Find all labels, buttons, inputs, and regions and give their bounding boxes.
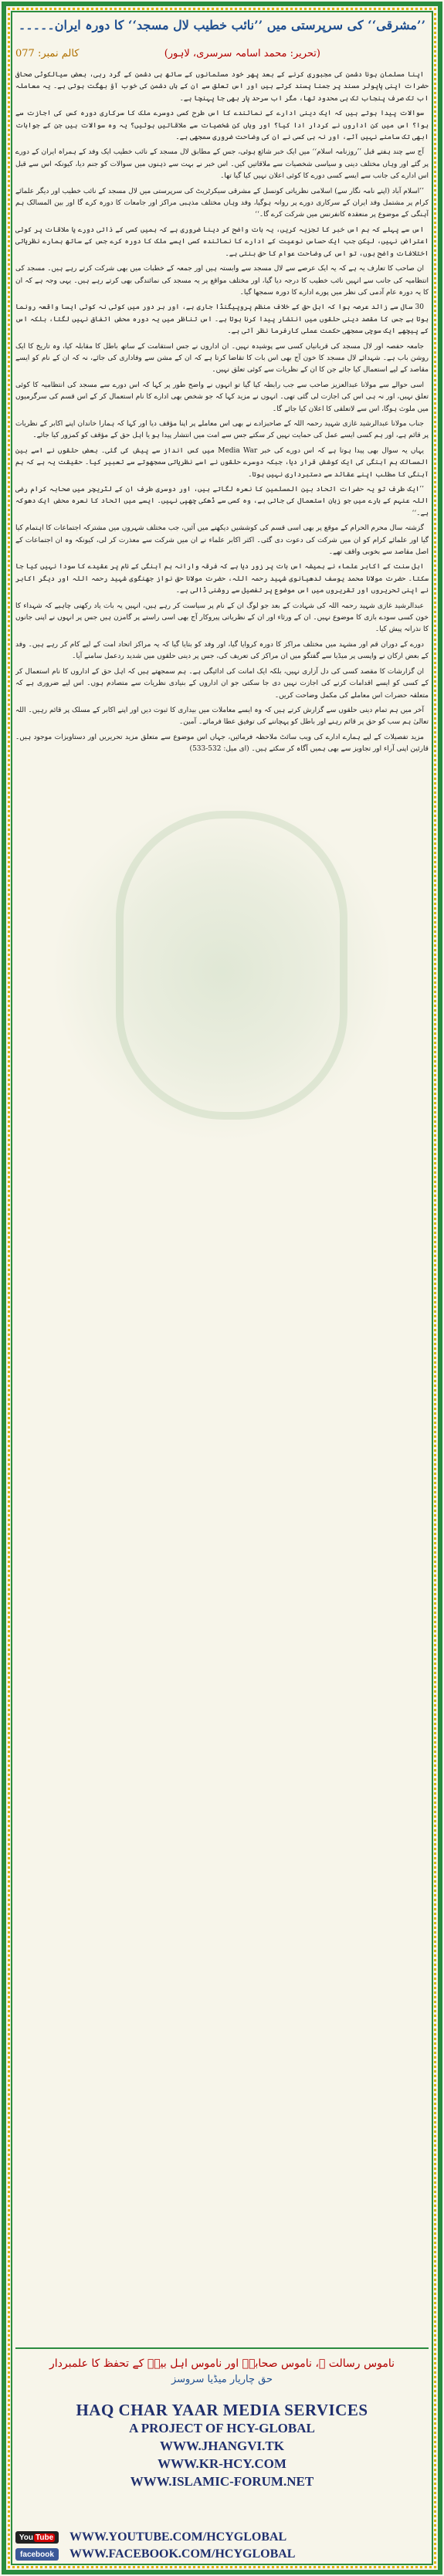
paragraph-quote: ’’ایک طرف تو یہ حضرات اتحاد بین المسلمین کا نعرہ لگاتے ہیں، اور دوسری طرف ان کے لٹریچر میں صحابہ کرام رضی اللہ عنہم کے بارے میں جو زبان استعمال کی جاتی ہے، وہ کسی سے ڈھکی چھپی نہیں۔ ایسے میں اتحاد کا نعرہ محض ایک دھوکہ ہے۔‘‘ [15, 486, 429, 517]
article-title: ’’مشرقی‘‘ کی سرپرستی میں ’’نائب خطیب لال مسجد‘‘ کا دورہ ایران۔۔۔۔۔ [18, 18, 426, 32]
footer-branding [15, 2400, 429, 2490]
paragraph: اس سے پہلے کہ ہم اس خبر کا تجزیہ کریں، یہ بات واضح کر دینا ضروری ہے کہ ہمیں کسی کے ذاتی دورے یا ملاقات پر کوئی اعتراض نہیں، لیکن جب ایک حساس نوعیت کے ادارے کا نمائندہ کسی ایسے ملک کا دورہ کرے جس کے ساتھ ہمارے نظریاتی اختلافات واضح ہوں، تو اس کی وضاحت عوام کا حق بنتی ہے۔ [15, 225, 429, 258]
article-byline [15, 48, 429, 65]
footer-tagline [15, 2355, 429, 2394]
paragraph: مزید تفصیلات کے لیے ہمارے ادارے کی ویب سائٹ ملاحظہ فرمائیں، جہاں اس موضوع سے متعلق مزید تحریریں اور دستاویزات موجود ہیں۔ قارئین اپنی آراء اور تجاویز سے بھی ہمیں آگاہ کر سکتے ہیں۔ (ای میل: 532-533) [15, 733, 429, 754]
social-links [15, 2529, 429, 2563]
youtube-logo-icon: You Tube [15, 2531, 59, 2544]
facebook-link[interactable]: WWW.FACEBOOK.COM/HCYGLOBAL [69, 2547, 296, 2561]
paragraph: اسی حوالے سے مولانا عبدالعزیز صاحب سے جب رابطہ کیا گیا تو انہوں نے واضح طور پر کہا کہ اس دورے سے مسجد کی انتظامیہ کا کوئی تعلق نہیں، اور نہ ہی اس کی اجازت لی گئی تھی۔ انہوں نے مزید کہا کہ جو شخص بھی ادارے کا نام استعمال کر کے اس قسم کی سرگرمیوں میں ملوث ہوگا، اس سے لاتعلقی کا اعلان کیا جائے گا۔ [15, 381, 429, 413]
paragraph: ان صاحب کا تعارف یہ ہے کہ یہ ایک عرصے سے لال مسجد سے وابستہ ہیں اور جمعہ کے خطبات میں بھی شرکت کرتے رہے ہیں۔ مسجد کی انتظامیہ کی جانب سے انہیں نائب خطیب کا درجہ دیا گیا، اور مختلف مواقع پر یہ مسجد کی نمائندگی بھی کرتے رہے ہیں۔ یہی وجہ ہے کہ ان کا یہ دورہ عام آدمی کی نظر میں پورے ادارے کا دورہ سمجھا گیا۔ [15, 265, 429, 297]
org-name: HAQ CHAR YAAR MEDIA SERVICES [76, 2401, 368, 2419]
paragraph: اہل سنت کے اکابر علماء نے ہمیشہ اس بات پر زور دیا ہے کہ فرقہ وارانہ ہم آہنگی کے نام پر عقیدے کا سودا نہیں کیا جا سکتا۔ حضرت مولانا محمد یوسف لدھیانوی شہید رحمہ اللہ، حضرت مولانا حق نواز جھنگوی شہید رحمہ اللہ اور دیگر اکابر نے اپنی تحریروں اور تقریروں میں اس موضوع پر تفصیل سے روشنی ڈالی ہے۔ [15, 563, 429, 595]
paragraph: عبدالرشید غازی شہید رحمہ اللہ کی شہادت کے بعد جو لوگ ان کے نام پر سیاست کر رہے ہیں، انہیں یہ بات یاد رکھنی چاہیے کہ شہداء کا خون کسی سودے بازی کا موضوع نہیں۔ ان کے ورثاء اور ان کے نظریاتی پیروکار آج بھی اسی راستے پر گامزن ہیں جس پر انہوں نے اپنی جانوں کا نذرانہ پیش کیا۔ [15, 602, 429, 634]
paragraph: گزشتہ سال محرم الحرام کے موقع پر بھی اسی قسم کی کوششیں دیکھنے میں آئیں، جب مختلف شہروں میں مشترکہ اجتماعات کا اہتمام کیا گیا اور علمائے کرام کو ان میں شرکت کی دعوت دی گئی۔ اکثر اکابر علماء نے ان میں شرکت سے معذرت کر لی، کیونکہ وہ ان اجتماعات کے اصل مقاصد سے بخوبی واقف تھے۔ [15, 524, 429, 557]
paragraph: آخر میں ہم تمام دینی حلقوں سے گزارش کرتے ہیں کہ وہ ایسے معاملات میں بیداری کا ثبوت دیں اور اپنے اکابر کے مسلک پر قائم رہیں۔ اللہ تعالیٰ ہم سب کو حق پر قائم رہنے اور باطل کو پہچاننے کی توفیق عطا فرمائے۔ آمین۔ [15, 706, 429, 727]
column-number: کالم نمبر: 077 [15, 48, 80, 59]
tagline-line-2: حق چاریار میڈیا سروسز [171, 2374, 273, 2385]
paragraph: جامعہ حفصہ اور لال مسجد کی قربانیاں کسی سے پوشیدہ نہیں۔ ان اداروں نے جس استقامت کے ساتھ باطل کا مقابلہ کیا، وہ تاریخ کا ایک روشن باب ہے۔ شہدائے لال مسجد کا خون آج بھی اس بات کا تقاضا کرتا ہے کہ ان کے مشن سے وفاداری کی جائے، نہ کہ ان کے نام کو ایسے مقاصد کے لیے استعمال کیا جائے جن کا ان کے نظریات سے کوئی تعلق نہیں۔ [15, 342, 429, 375]
article-body [15, 69, 429, 2324]
paragraph: آج سے چند ہفتے قبل ’’روزنامہ اسلام‘‘ میں ایک خبر شائع ہوئی، جس کے مطابق لال مسجد کے نائب خطیب ایک وفد کے ہمراہ ایران کے دورے پر گئے اور وہاں مختلف دینی و سیاسی شخصیات سے ملاقاتیں کیں۔ اس خبر نے بہت سے ذہنوں میں سوالات کو جنم دیا، کیونکہ اس سے قبل اس ادارے کی جانب سے ایسے کسی دورے کا کوئی اعلان نہیں کیا گیا تھا۔ [15, 148, 429, 181]
paragraph: 30 سال سے زائد عرصہ ہوا کہ اہل حق کے خلاف منظم پروپیگنڈا جاری ہے، اور ہر دور میں کوئی نہ کوئی ایسا واقعہ رونما ہوتا ہے جس کا مقصد دینی حلقوں میں انتشار پیدا کرنا ہوتا ہے۔ اس تناظر میں یہ دورہ محض اتفاق نہیں لگتا، بلکہ اس کے پیچھے ایک سوچی سمجھی حکمت عملی کارفرما نظر آتی ہے۔ [15, 303, 429, 336]
paragraph: یہاں یہ سوال بھی پیدا ہوتا ہے کہ اس دورے کی خبر Media War میں کس انداز سے پیش کی گئی۔ بعض حلقوں نے اسے بین المسالک ہم آہنگی کی ایک کوشش قرار دیا، جبکہ دوسرے حلقوں نے اسے نظریاتی سمجھوتے سے تعبیر کیا۔ حقیقت یہ ہے کہ ہم آہنگی کا مطلب اپنے عقائد سے دستبرداری نہیں ہوتا۔ [15, 446, 429, 479]
paragraph-quote: ’’اسلام آباد (اپنے نامہ نگار سے) اسلامی نظریاتی کونسل کے مشرقی سیکرٹریٹ کی سرپرستی میں لال مسجد کے نائب خطیب اور دیگر علمائے کرام پر مشتمل وفد ایران کے سرکاری دورے پر روانہ ہوگیا، وفد وہاں مختلف مذہبی مراکز اور جامعات کا دورہ کرے گا اور بین المسالک ہم آہنگی کے موضوع پر منعقدہ کانفرنس میں شرکت کرے گا۔‘‘ [15, 187, 429, 219]
paragraph: دورے کے دوران قم اور مشہد میں مختلف مراکز کا دورہ کروایا گیا، اور وفد کو بتایا گیا کہ یہ مراکز اتحاد امت کے لیے کام کر رہے ہیں۔ وفد کے بعض ارکان نے واپسی پر میڈیا سے گفتگو میں ان مراکز کی تعریف کی، جس پر دینی حلقوں میں شدید ردعمل سامنے آیا۔ [15, 640, 429, 661]
paragraph: ان گزارشات کا مقصد کسی کی دل آزاری نہیں، بلکہ ایک امانت کی ادائیگی ہے۔ ہم سمجھتے ہیں کہ اہل حق کے اداروں کا نام استعمال کر کے کسی کو ایسے اقدامات کرنے کی اجازت نہیں دی جا سکتی جو ان اداروں کے بنیادی نظریات سے متصادم ہوں۔ اس لیے ضروری ہے کہ متعلقہ حضرات اس معاملے کی مکمل وضاحت کریں۔ [15, 667, 429, 700]
facebook-row[interactable] [15, 2546, 429, 2563]
project-line: A PROJECT OF HCY-GLOBAL [129, 2421, 315, 2435]
youtube-row[interactable] [15, 2529, 429, 2546]
youtube-link[interactable]: WWW.YOUTUBE.COM/HCYGLOBAL [69, 2530, 287, 2544]
website-link[interactable]: WWW.KR-HCY.COM [158, 2456, 286, 2471]
paragraph: سوالات پیدا ہوتے ہیں کہ ایک دینی ادارے کے نمائندے کا اس طرح کسی دوسرے ملک کا سرکاری دورہ کس کی اجازت سے ہوا؟ اس میں کن اداروں نے کردار ادا کیا؟ اور وہاں کن شخصیات سے ملاقاتیں ہوئیں؟ یہ وہ سوالات ہیں جن کے جوابات ابھی تک سامنے نہیں آئے، اور نہ ہی کسی نے ان کی وضاحت ضروری سمجھی ہے۔ [15, 110, 429, 142]
footer-divider [15, 2347, 429, 2349]
website-link[interactable]: WWW.ISLAMIC-FORUM.NET [130, 2474, 314, 2489]
tagline-line-1: ناموس رسالت ﷺ، ناموس صحابہؓ اور ناموس اہل بیتؓ کے تحفظ کا علمبردار [49, 2357, 395, 2370]
author-name: (تحریر: محمد اسامہ سرسری، لاہور) [164, 48, 320, 59]
facebook-logo-icon: facebook [15, 2548, 59, 2561]
paragraph: اپنا مسلمان ہونا دشمن کی مجبوری کرنے کے بعد پھر خود مسلمانوں کے ساتھ ہی دشمن کے گرد رہی، بعض سیالکوٹی صحافی حضرات اپنی پاپولر مسند پر جمنا پسند کرتے ہیں اور اس تعلق سے ان کے ہاں دشمن کی خوب آؤ بھگت ہوتی ہے۔ یہ معاملہ اب تک صرف پنجاب تک ہی محدود تھا، مگر اب سرحد پار بھی جا پہنچا ہے۔ [15, 71, 429, 103]
website-link[interactable]: WWW.JHANGVI.TK [160, 2439, 284, 2453]
paragraph: جناب مولانا عبدالرشید غازی شہید رحمہ اللہ کے صاحبزادے نے بھی اس معاملے پر اپنا مؤقف دیا اور کہا کہ ہمارا خاندان اپنے اکابر کے نظریات پر قائم ہے، اور ہم کسی ایسے عمل کی حمایت نہیں کر سکتے جس سے امت میں انتشار پیدا ہو یا اہل حق کے مؤقف کو کمزور کیا جائے۔ [15, 419, 429, 440]
